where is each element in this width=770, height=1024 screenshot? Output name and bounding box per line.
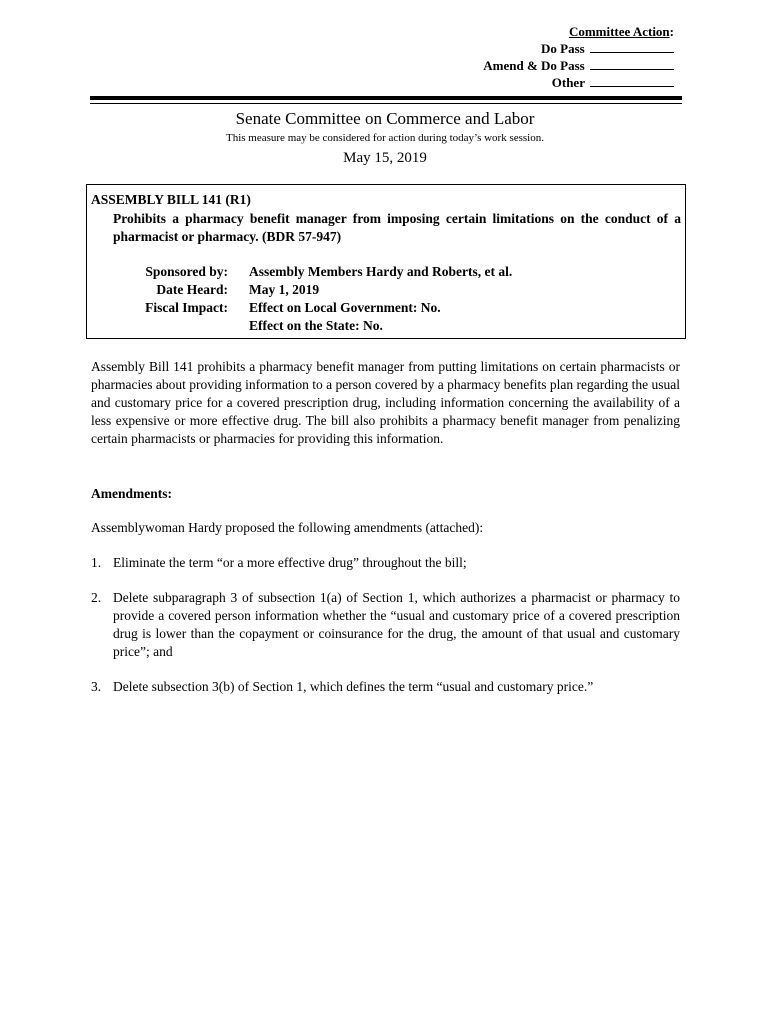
- amendments-heading: Amendments:: [91, 486, 172, 501]
- list-number: 1.: [91, 555, 102, 570]
- meta-label: Fiscal Impact:: [145, 300, 228, 315]
- amend-do-pass-line: Amend & Do Pass: [483, 57, 674, 74]
- work-session-note: This measure may be considered for action during today’s work session.: [225, 132, 544, 144]
- meta-row-sponsored: [87, 263, 685, 281]
- bill-summary: Prohibits a pharmacy benefit manager from imposing certain limitations on the conduct of a pharmacist or pharmacy. (BDR 57-947): [113, 211, 681, 244]
- list-item: [91, 678, 680, 696]
- header-rule-thick: [90, 96, 682, 100]
- meta-value: Effect on Local Government: No.: [249, 300, 441, 315]
- do-pass-blank[interactable]: [590, 40, 674, 53]
- list-item: [91, 554, 680, 572]
- list-text: Delete subparagraph 3 of subsection 1(a) of Section 1, which authorizes a pharmacist or pharmacy to provide a covered person information whether the “usual and customary price of a covered prescription drug is lower than the copayment or coinsurance for the drug, the amount of that usual and customary price”; and: [113, 590, 680, 659]
- amendments-list: [91, 554, 680, 713]
- list-item: [91, 589, 680, 661]
- list-text: Delete subsection 3(b) of Section 1, which defines the term “usual and customary price.”: [113, 679, 594, 694]
- meta-value: May 1, 2019: [249, 282, 320, 297]
- committee-name: Senate Committee on Commerce and Labor: [235, 109, 535, 128]
- meta-row-date-heard: [87, 281, 685, 299]
- list-number: 2.: [91, 590, 102, 605]
- intro-paragraph: Assembly Bill 141 prohibits a pharmacy benefit manager from putting limitations on certain pharmacists or pharmacies about providing information to a person covered by a pharmacy benefits plan regarding the usual and customary price for a covered prescription drug, including information concerning the availability of a less expensive or more effective drug. The bill also prohibits a pharmacy benefit manager from penalizing certain pharmacists or pharmacies for providing this information.: [91, 359, 680, 446]
- hearing-date: May 15, 2019: [343, 150, 427, 166]
- do-pass-line: Do Pass: [483, 40, 674, 57]
- meta-row-fiscal-state: [87, 317, 685, 335]
- bill-summary-box: [86, 184, 686, 339]
- meta-row-fiscal-local: [87, 299, 685, 317]
- meta-value: Assembly Members Hardy and Roberts, et al.: [249, 264, 513, 279]
- committee-action-title: Committee Action:: [568, 24, 674, 39]
- other-blank[interactable]: [590, 74, 674, 87]
- committee-action-block: [483, 24, 674, 91]
- amendments-intro: Assemblywoman Hardy proposed the following amendments (attached):: [91, 520, 484, 535]
- meta-label: Date Heard:: [156, 282, 228, 297]
- bill-title: ASSEMBLY BILL 141 (R1): [91, 192, 251, 207]
- meta-label: Sponsored by:: [145, 264, 228, 279]
- amend-do-pass-blank[interactable]: [590, 57, 674, 70]
- meta-value: Effect on the State: No.: [249, 318, 383, 333]
- meta-label: [87, 317, 249, 335]
- bill-meta: [87, 263, 685, 335]
- other-line: Other: [483, 74, 674, 91]
- list-text: Eliminate the term “or a more effective drug” throughout the bill;: [113, 555, 467, 570]
- header-rule-thin: [90, 103, 682, 104]
- list-number: 3.: [91, 679, 102, 694]
